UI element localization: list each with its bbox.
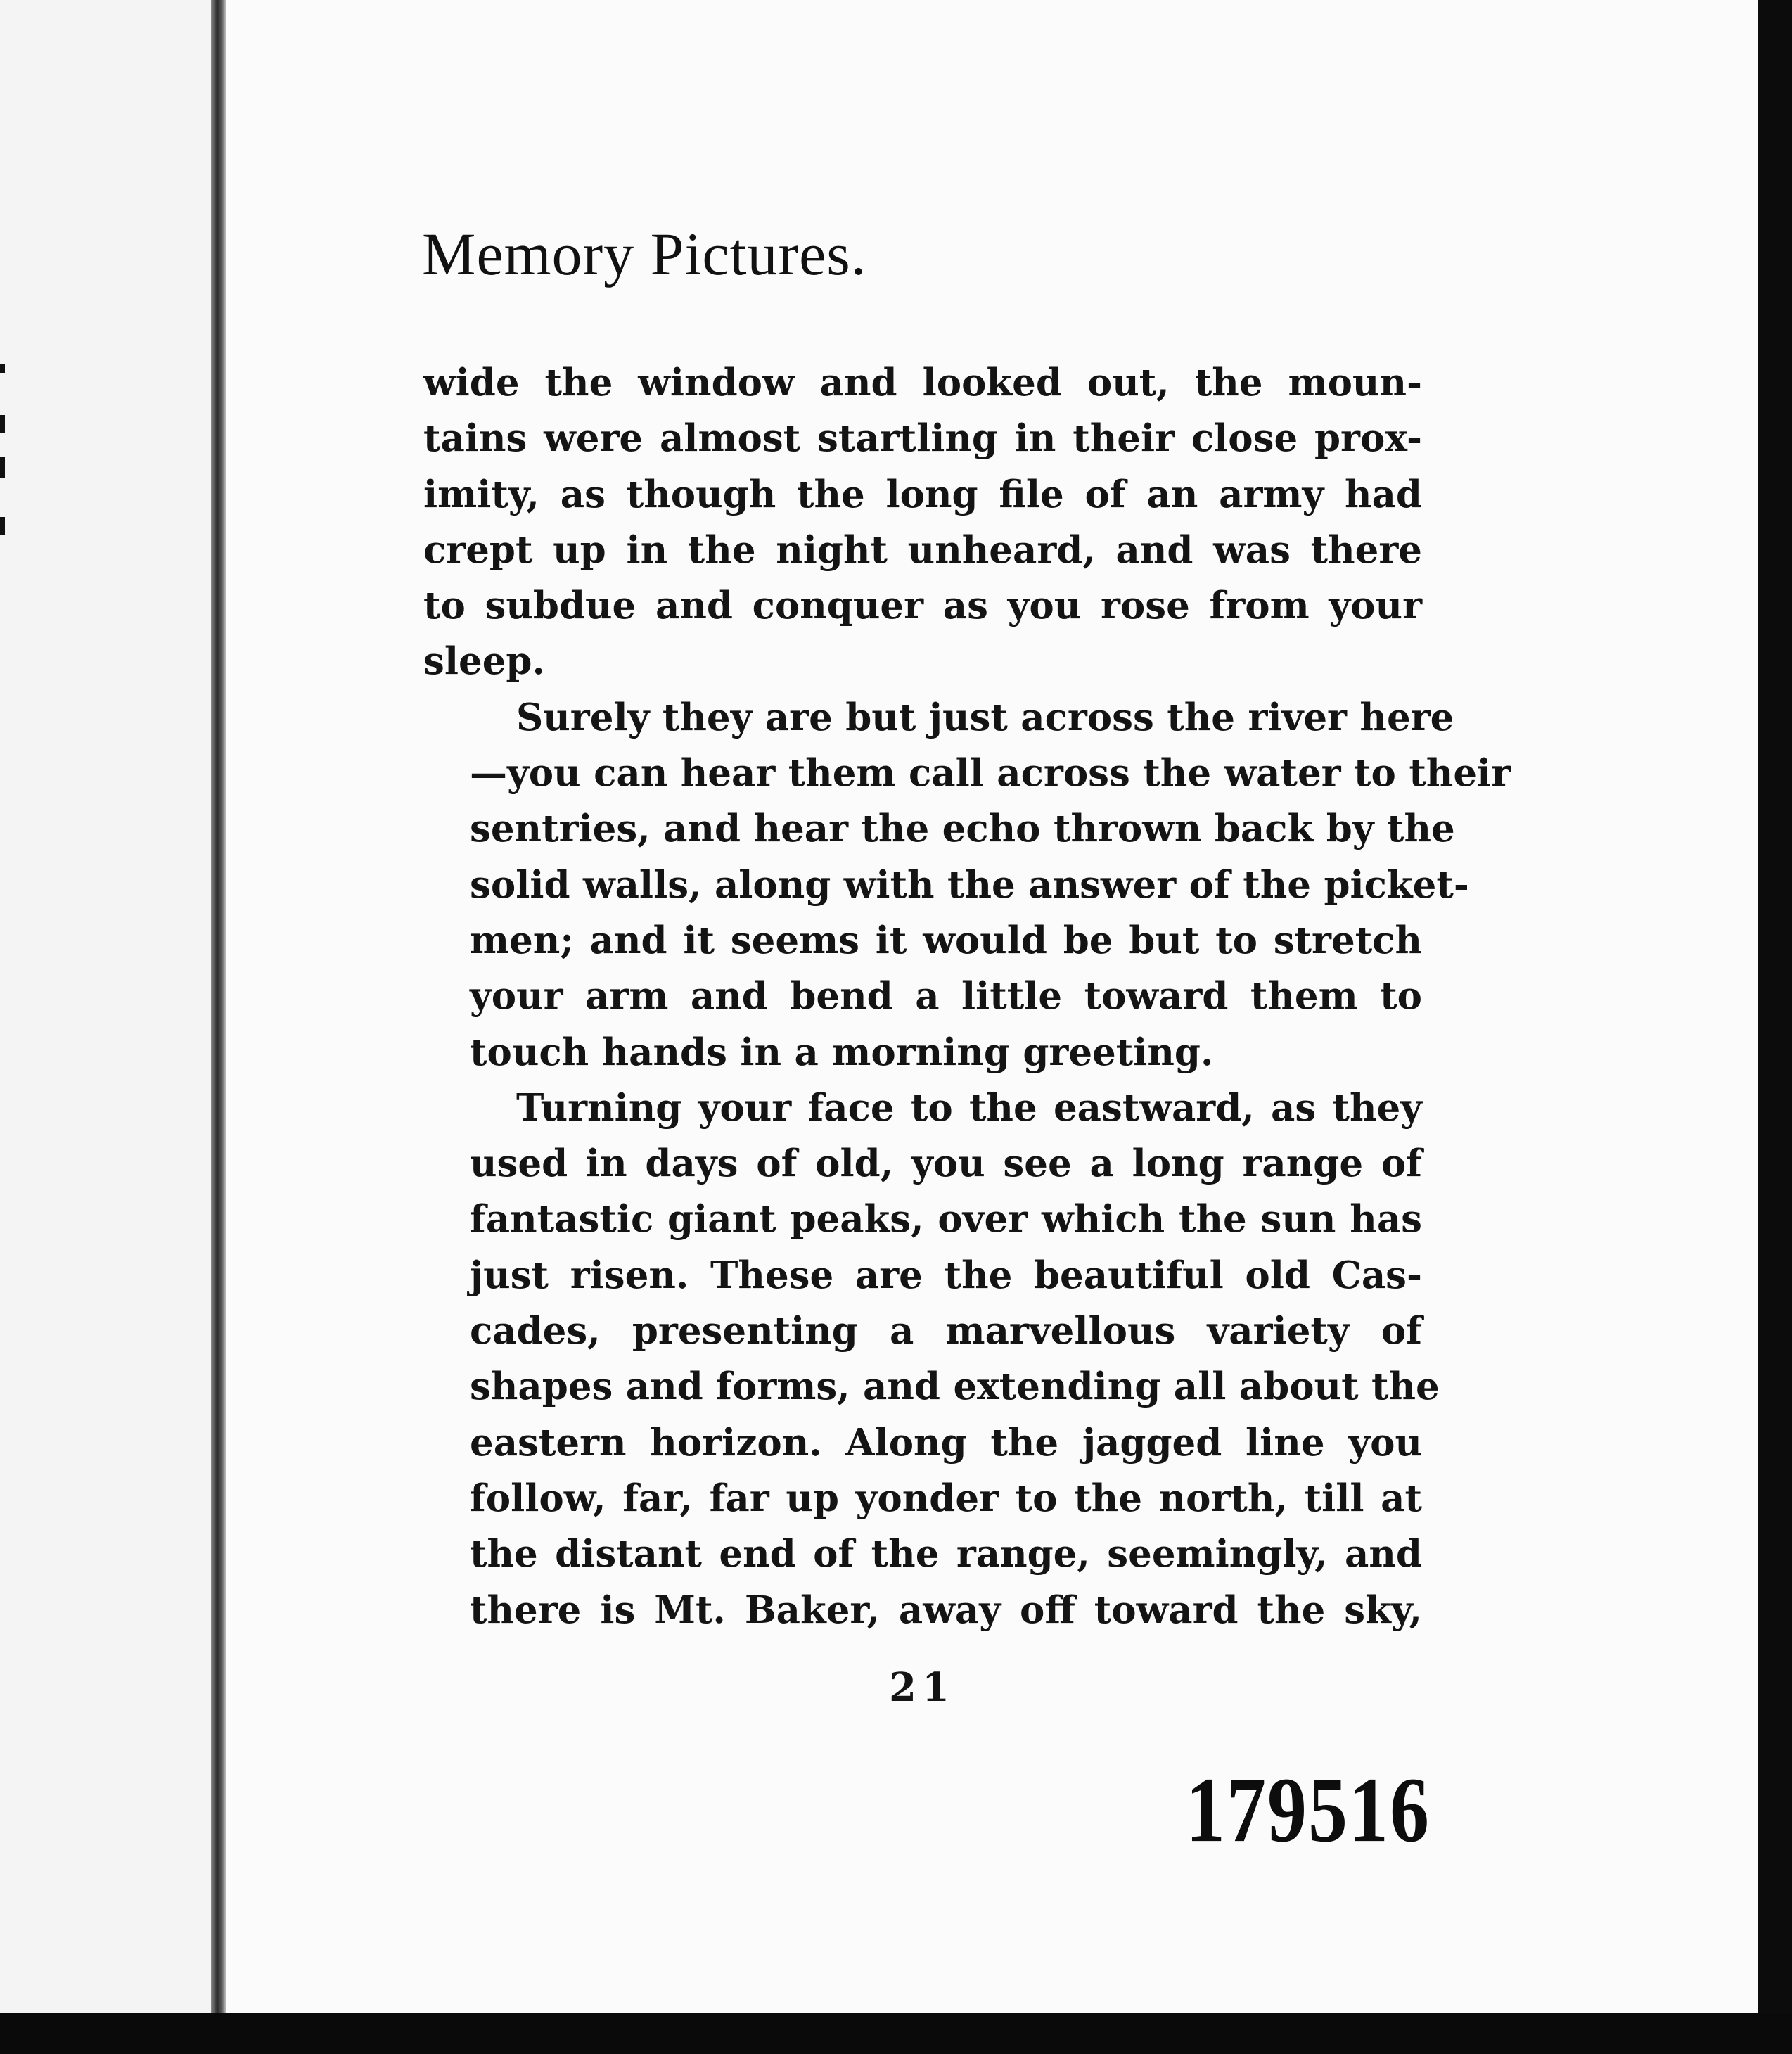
- text-line: sleep.: [423, 639, 545, 684]
- text-line: there is Mt. Baker, away off toward the sky,: [470, 1588, 1422, 1632]
- accession-stamp: 179516: [1186, 1759, 1431, 1862]
- paragraph-1: [423, 355, 1422, 690]
- text-line: imity, as though the long file of an army had: [423, 472, 1422, 516]
- text-line: follow, far, far up yonder to the north, till at: [470, 1476, 1422, 1520]
- paragraph-2: [423, 690, 1511, 1080]
- text-line: your arm and bend a little toward them to: [470, 974, 1422, 1019]
- left-page-edge: [0, 0, 218, 2019]
- scan-mark: [0, 364, 5, 373]
- binding-gutter: [211, 0, 226, 2019]
- scan-border-bottom: [0, 2013, 1792, 2054]
- text-line: to subdue and conquer as you rose from your: [423, 584, 1422, 628]
- running-head: Memory Pictures.: [422, 220, 867, 288]
- paragraph-3: [423, 1080, 1440, 1638]
- text-line: fantastic giant peaks, over which the sun has: [470, 1197, 1422, 1242]
- text-line: Turning your face to the eastward, as they: [516, 1085, 1422, 1130]
- scan-mark: [0, 415, 5, 433]
- scan-border-right: [1758, 0, 1792, 2054]
- text-line: cades, presenting a marvellous variety of: [470, 1309, 1422, 1353]
- text-line: crept up in the night unheard, and was there: [423, 528, 1422, 572]
- body-text: [423, 355, 1511, 1638]
- text-line: wide the window and looked out, the moun-: [423, 361, 1422, 404]
- text-line: shapes and forms, and extending all about the: [470, 1365, 1440, 1409]
- text-line: —you can hear them call across the water to their: [470, 751, 1511, 796]
- text-line: solid walls, along with the answer of the picket-: [470, 862, 1469, 907]
- text-line: sentries, and hear the echo thrown back by the: [470, 807, 1455, 851]
- scan-mark: [0, 517, 5, 535]
- text-line: eastern horizon. Along the jagged line you: [470, 1420, 1422, 1465]
- text-line: used in days of old, you see a long range of: [470, 1142, 1422, 1186]
- page-number: 21: [889, 1664, 955, 1711]
- text-line: just risen. These are the beautiful old Cas-: [470, 1253, 1422, 1297]
- text-line: touch hands in a morning greeting.: [470, 1030, 1214, 1074]
- scan-mark: [0, 457, 5, 478]
- text-line: the distant end of the range, seemingly, and: [470, 1532, 1422, 1576]
- text-line: men; and it seems it would be but to stretch: [470, 918, 1422, 962]
- text-line: tains were almost startling in their close prox-: [423, 416, 1422, 461]
- text-line: Surely they are but just across the river here: [516, 695, 1454, 739]
